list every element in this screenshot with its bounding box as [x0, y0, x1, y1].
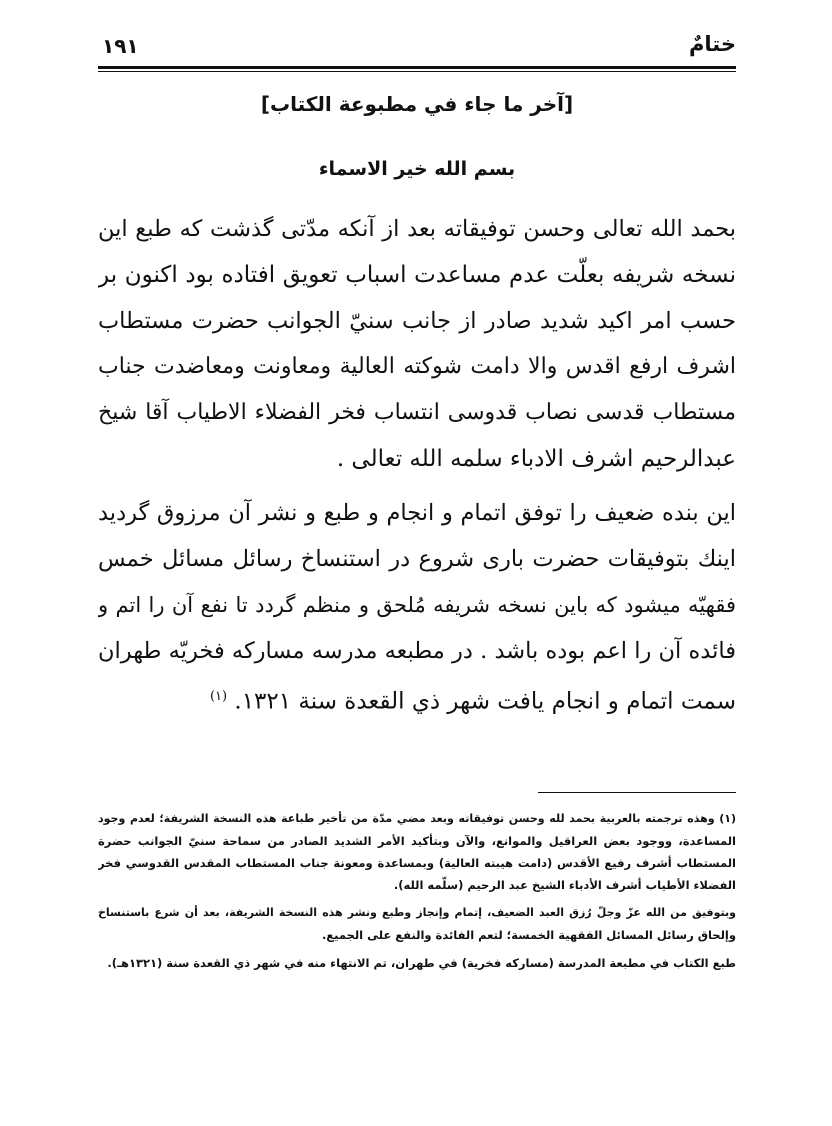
- header-rule-thick: [98, 66, 736, 69]
- paragraph-line: فائده آن را اعم بوده باشد . در مطبعه مدرسه مساركه فخريّه طهران: [98, 638, 736, 664]
- footnote-separator: [538, 792, 736, 793]
- footnote-line: (١) وهذه ترجمته بالعربية بحمد لله وحسن توفيقاته وبعد مضي مدّة من تأخير طباعة هذه النسخة الشريفة؛ لعدم وجود: [98, 812, 736, 825]
- paragraph-2: [98, 490, 736, 720]
- page-number: ١٩١: [102, 34, 139, 58]
- header-title: ختامٌ: [689, 32, 736, 56]
- footnote-line: وبتوفيق من الله عزّ وجلّ رُزق العبد الضعيف، إتمام وإنجاز وطبع ونشر هذه النسخة الشريفة، بعد أن شرع باستنساخ: [98, 906, 736, 919]
- footnote-line: الفضلاء الأطياب أشرف الأدباء الشيخ عبد الرحيم (سلّمه الله).: [393, 878, 736, 892]
- header-rule-thin: [98, 71, 736, 72]
- section-heading: [آخر ما جاء في مطبوعة الكتاب]: [260, 92, 574, 116]
- paragraph-line: اينك بتوفيقات حضرت بارى شروع در استنساخ رسائل مسائل خمس: [98, 546, 736, 572]
- paragraph-line: نسخه شريفه بعلّت عدم مساعدت اسباب تعويق افتاده بود اكنون بر: [98, 262, 736, 288]
- paragraph-line: اشرف ارفع اقدس والا دامت شوكته العالية ومعاونت ومعاضدت جناب: [98, 354, 736, 379]
- footnotes: [98, 808, 736, 974]
- paragraph-line-final: [98, 674, 736, 720]
- paragraph-line: عبدالرحيم اشرف الادباء سلمه الله تعالى .: [336, 446, 736, 472]
- footnote-line: المستطاب أشرف رفيع الأقدس (دامت هيبته العالية) وبمساعدة ومعونة جناب المستطاب المقدس القدوسي فخر: [98, 856, 736, 870]
- paragraph-1: [98, 206, 736, 482]
- footnote-line: وإلحاق رسائل المسائل الفقهية الخمسة؛ لتعم الفائدة والنفع على الجميع.: [321, 928, 736, 942]
- basmala: بسم الله خير الاسماء: [318, 158, 516, 180]
- footnote-line: طبع الكتاب في مطبعة المدرسة (مساركه فخرية) في طهران، تم الانتهاء منه في شهر ذي القعدة سنة (١٣٢١هـ).: [107, 956, 736, 970]
- paragraph-line: مستطاب قدسى نصاب قدوسى انتساب فخر الفضلاء الاطياب آقا شيخ: [98, 400, 736, 425]
- paragraph-line-text: سمت اتمام و انجام يافت شهر ذي القعدة سنة ١٣٢١.: [234, 688, 736, 715]
- paragraph-line: اين بنده ضعيف را توفق اتمام و انجام و طبع و نشر آن مرزوق گرديد: [98, 500, 736, 526]
- running-header: [98, 30, 736, 64]
- paragraph-line: حسب امر اكيد شديد صادر از جانب سنيّ الجوانب حضرت مستطاب: [98, 308, 736, 334]
- footnote-line: المساعدة، ووجود بعض العراقيل والموانع، والآن وبتأكيد الأمر الشديد الصادر من سماحة سنيّ الجوانب حضرة: [98, 834, 736, 848]
- paragraph-line: فقهيّه ميشود كه باين نسخه شريفه مُلحق و منظم گردد تا نفع آن را اتم و: [98, 593, 736, 617]
- footnote-reference: (١): [209, 689, 228, 704]
- paragraph-line: بحمد الله تعالى وحسن توفيقاته بعد از آنكه مدّتى گذشت كه طبع اين: [98, 216, 736, 242]
